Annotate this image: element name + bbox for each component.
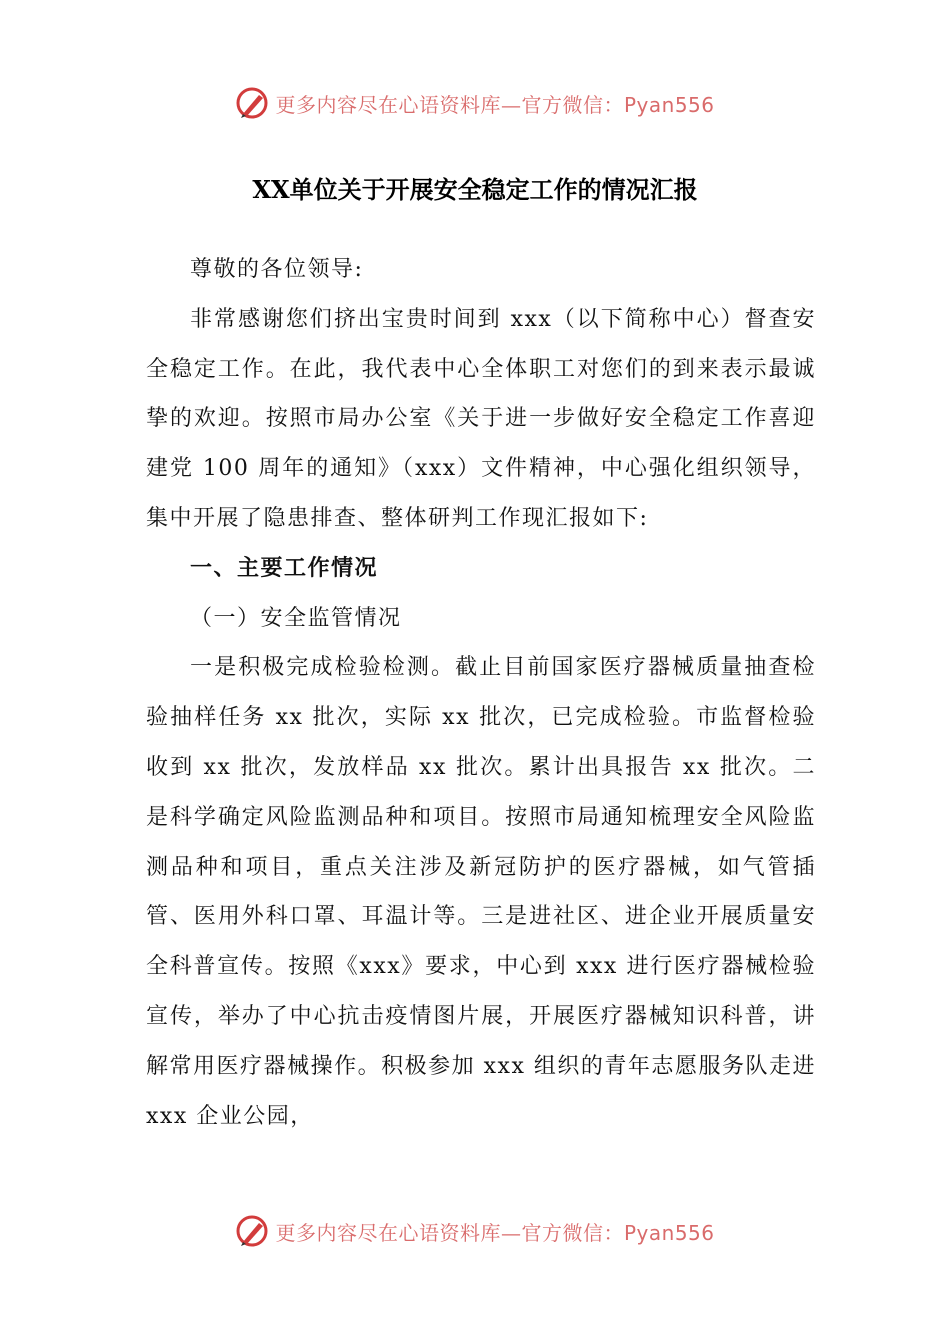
pen-logo-icon: [235, 86, 269, 120]
watermark-text: 更多内容尽在心语资料库—官方微信：Pyan556: [275, 1220, 715, 1245]
watermark-header: [0, 83, 950, 123]
document-title: XX单位关于开展安全稳定工作的情况汇报: [252, 175, 698, 204]
intro-paragraph: 非常感谢您们挤出宝贵时间到 xxx（以下简称中心）督查安全稳定工作。在此，我代表中心全体职工对您们的到来表示最诚挚的欢迎。按照市局办公室《关于进一步做好安全稳定工作喜迎建党 100 周年的通知》（xxx）文件精神，中心强化组织领导，集中开展了隐患排查、整体研判工作现汇报如下:: [146, 306, 816, 531]
section-heading: 一、主要工作情况: [190, 555, 379, 581]
salutation: 尊敬的各位领导:: [190, 257, 364, 282]
watermark-text: 更多内容尽在心语资料库—官方微信：Pyan556: [275, 92, 715, 117]
watermark-id: Pyan556: [623, 1220, 715, 1245]
document-body: [146, 245, 816, 1141]
subsection-heading: （一）安全监管情况: [190, 605, 402, 631]
body-paragraph: 一是积极完成检验检测。截止目前国家医疗器械质量抽查检验抽样任务 xx 批次，实际 xx 批次，已完成检验。市监督检验收到 xx 批次，发放样品 xx 批次。累计出具报告 xx 批次。二是科学确定风险监测品种和项目。按照市局通知梳理安全风险监测品种和项目，重点关注涉及新冠防护的医疗器械，如气管插管、医用外科口罩、耳温计等。三是进社区、进企业开展质量安全科普宣传。按照《xxx》要求，中心到 xxx 进行医疗器械检验宣传，举办了中心抗击疫情图片展，开展医疗器械知识科普，讲解常用医疗器械操作。积极参加 xxx 组织的青年志愿服务队走进 xxx 企业公园，: [146, 655, 816, 1129]
watermark-footer: [0, 1211, 950, 1251]
pen-logo-icon: [235, 1214, 269, 1248]
watermark-id: Pyan556: [623, 92, 715, 117]
